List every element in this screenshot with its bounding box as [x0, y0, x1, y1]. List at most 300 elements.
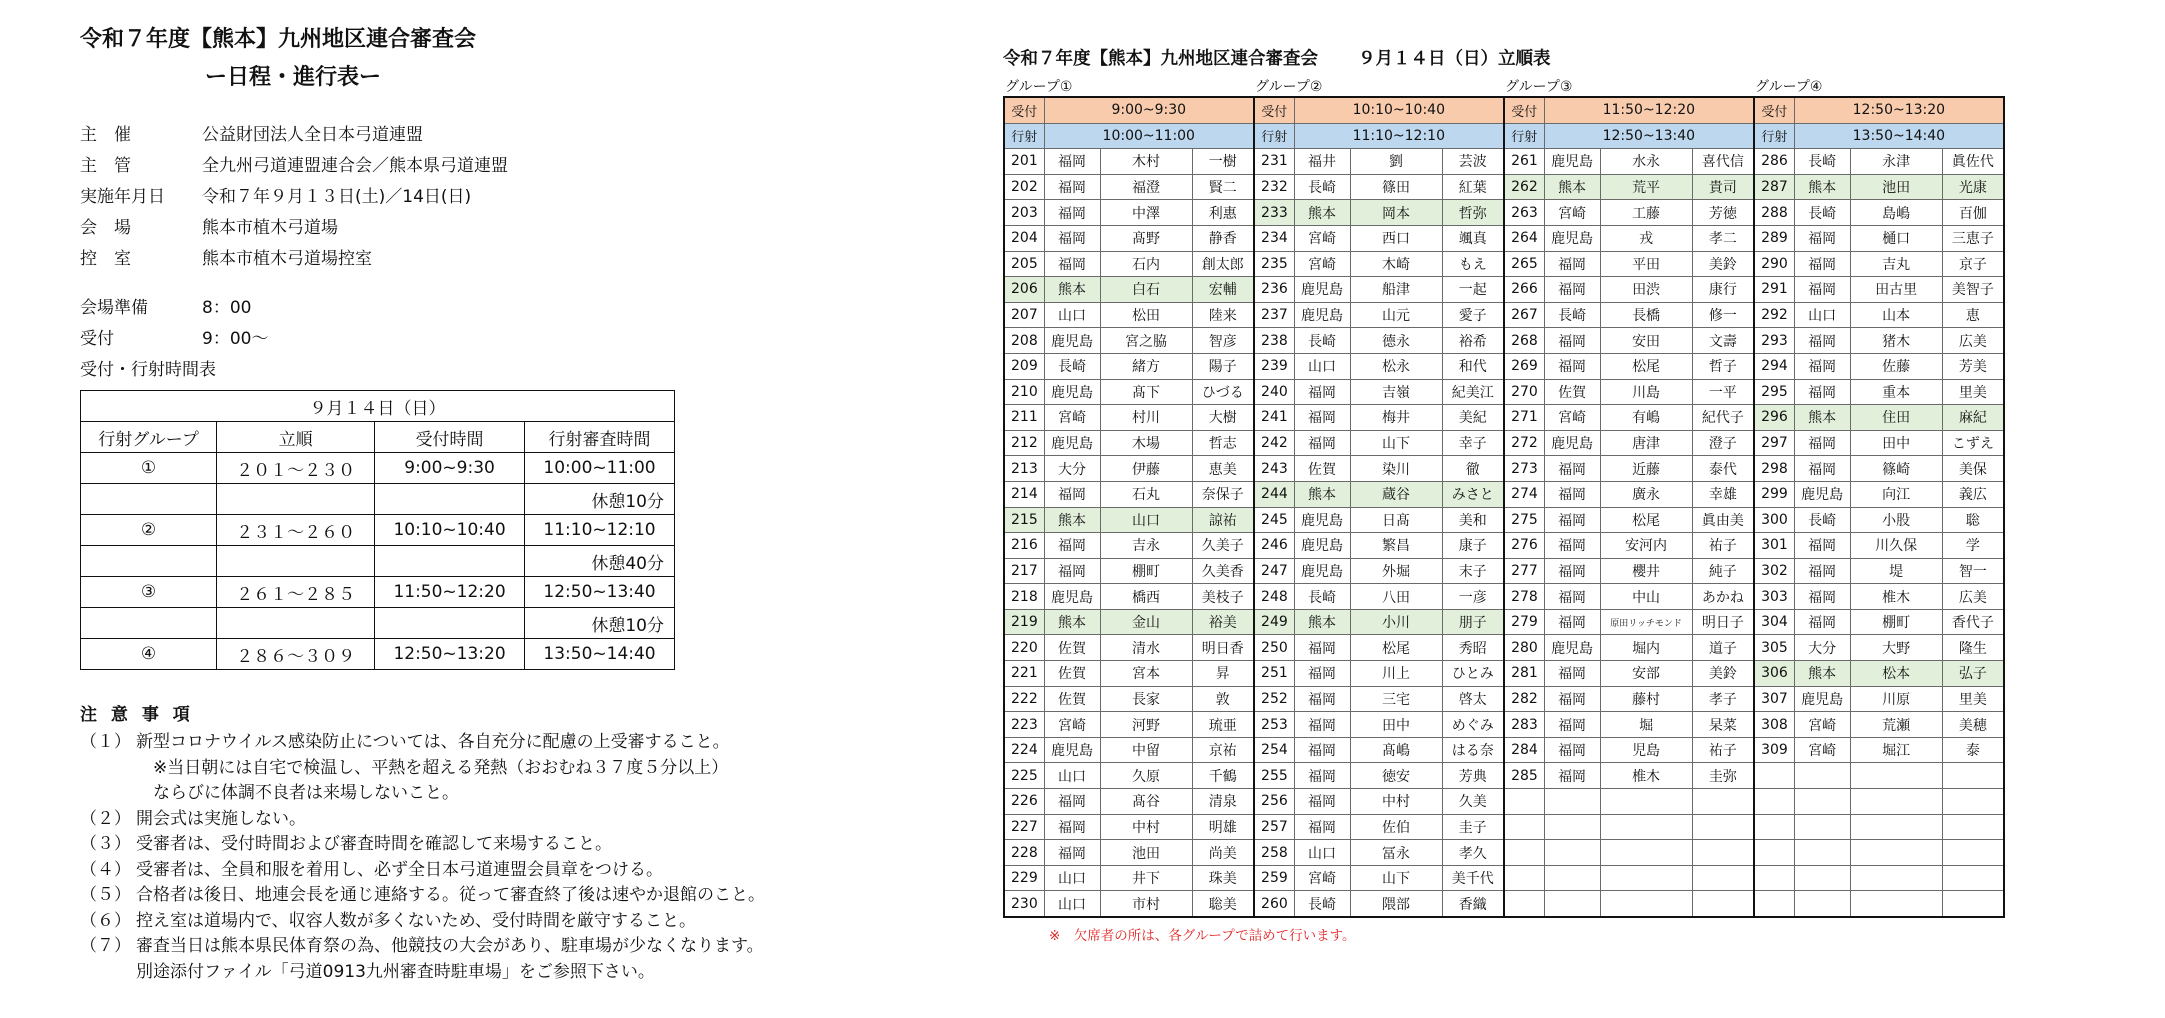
timing-cell: 10:10~10:40	[375, 515, 525, 546]
entry-given-name: 久美香	[1192, 558, 1254, 584]
entry-prefecture: 福岡	[1044, 225, 1100, 251]
entry-prefecture: 熊本	[1044, 507, 1100, 533]
entry-given-name: 貴司	[1692, 174, 1754, 200]
entry-given-name: 紀代子	[1692, 405, 1754, 431]
entry-given-name	[1692, 814, 1754, 840]
entry-given-name: 賢二	[1192, 174, 1254, 200]
roster-title	[1003, 44, 2103, 70]
entry-given-name: 喜代信	[1692, 149, 1754, 175]
entry-given-name	[1942, 840, 2004, 866]
note-text: 受審者は、受付時間および審査時間を確認して来場すること。	[136, 834, 612, 854]
entry-number: 286	[1754, 149, 1794, 175]
note-item	[80, 960, 980, 986]
entry-surname: 三宅	[1350, 686, 1442, 712]
entry-prefecture: 福岡	[1044, 481, 1100, 507]
entry-prefecture: 福岡	[1294, 814, 1350, 840]
document-subtitle: ー日程・進行表ー	[205, 65, 382, 90]
note-item	[80, 832, 980, 858]
entry-given-name: あかね	[1692, 584, 1754, 610]
entry-number: 218	[1004, 584, 1044, 610]
roster-row	[1004, 814, 2004, 840]
entry-prefecture	[1544, 891, 1600, 917]
entry-prefecture: 福岡	[1544, 507, 1600, 533]
entry-given-name: 香織	[1442, 891, 1504, 917]
entry-surname: 西口	[1350, 225, 1442, 251]
timing-cell	[81, 608, 217, 639]
entry-given-name: 秀昭	[1442, 635, 1504, 661]
entry-surname: 髙谷	[1100, 789, 1192, 815]
roster-row	[1004, 405, 2004, 431]
entry-surname: 堀江	[1850, 737, 1942, 763]
note-text: 新型コロナウイルス感染防止については、各自充分に配慮の上受審すること。	[136, 732, 730, 752]
roster-row	[1004, 533, 2004, 559]
roster-row	[1004, 840, 2004, 866]
entry-prefecture: 福岡	[1794, 328, 1850, 354]
entry-given-name: 修一	[1692, 302, 1754, 328]
entry-number: 287	[1754, 174, 1794, 200]
entry-number: 257	[1254, 814, 1294, 840]
entry-prefecture: 宮崎	[1544, 405, 1600, 431]
entry-given-name: 美和	[1442, 507, 1504, 533]
roster-row	[1004, 328, 2004, 354]
entry-prefecture	[1794, 891, 1850, 917]
entry-surname: 徳安	[1350, 763, 1442, 789]
timing-cell: 休憩40分	[525, 546, 675, 577]
entry-prefecture: 山口	[1044, 891, 1100, 917]
entry-prefecture	[1794, 763, 1850, 789]
entry-surname: 長家	[1100, 686, 1192, 712]
entry-surname: 金山	[1100, 609, 1192, 635]
entry-given-name: もえ	[1442, 251, 1504, 277]
entry-surname	[1850, 840, 1942, 866]
entry-given-name: 明日子	[1692, 609, 1754, 635]
entry-prefecture: 福岡	[1294, 379, 1350, 405]
roster-row	[1004, 200, 2004, 226]
entry-given-name: 芸波	[1442, 149, 1504, 175]
timing-cell: 休憩10分	[525, 608, 675, 639]
entry-surname: 安河内	[1600, 533, 1692, 559]
entry-number: 263	[1504, 200, 1544, 226]
entry-given-name: 静香	[1192, 225, 1254, 251]
entry-prefecture: 福岡	[1794, 558, 1850, 584]
entry-number: 259	[1254, 865, 1294, 891]
entry-number: 290	[1754, 251, 1794, 277]
entry-number: 279	[1504, 609, 1544, 635]
entry-prefecture: 長崎	[1294, 891, 1350, 917]
entry-given-name: 三恵子	[1942, 225, 2004, 251]
entry-surname: 宮之脇	[1100, 328, 1192, 354]
document-title: 令和７年度【熊本】九州地区連合審査会	[80, 27, 477, 52]
entry-given-name	[1942, 789, 2004, 815]
entry-prefecture: 福岡	[1294, 712, 1350, 738]
entry-given-name: めぐみ	[1442, 712, 1504, 738]
timing-row	[81, 608, 675, 639]
roster-sheet	[1003, 44, 2103, 944]
entry-given-name: 義広	[1942, 481, 2004, 507]
entry-prefecture: 福岡	[1544, 584, 1600, 610]
entry-given-name: 一平	[1692, 379, 1754, 405]
entry-number	[1754, 814, 1794, 840]
entry-given-name: 奈保子	[1192, 481, 1254, 507]
entry-prefecture: 宮崎	[1044, 712, 1100, 738]
roster-row	[1004, 609, 2004, 635]
shooting-label: 行射	[1754, 123, 1794, 149]
entry-prefecture: 佐賀	[1044, 686, 1100, 712]
entry-number: 289	[1754, 225, 1794, 251]
registration-time-row	[1004, 97, 2004, 123]
entry-prefecture: 福岡	[1544, 609, 1600, 635]
entry-number: 299	[1754, 481, 1794, 507]
entry-prefecture: 福岡	[1794, 609, 1850, 635]
entry-given-name: 京祐	[1192, 737, 1254, 763]
entry-surname: 吉嶺	[1350, 379, 1442, 405]
entry-given-name: 康行	[1692, 277, 1754, 303]
timing-row	[81, 515, 675, 546]
entry-number: 267	[1504, 302, 1544, 328]
roster-row	[1004, 661, 2004, 687]
entry-number: 217	[1004, 558, 1044, 584]
event-info	[80, 120, 980, 275]
entry-given-name: 美鈴	[1692, 251, 1754, 277]
entry-given-name: 哲弥	[1442, 200, 1504, 226]
entry-prefecture: 福岡	[1544, 277, 1600, 303]
entry-given-name: 恵美	[1192, 456, 1254, 482]
entry-prefecture: 福岡	[1794, 379, 1850, 405]
roster-row	[1004, 379, 2004, 405]
entry-prefecture: 福岡	[1044, 789, 1100, 815]
entry-number: 204	[1004, 225, 1044, 251]
entry-given-name: 智彦	[1192, 328, 1254, 354]
entry-prefecture: 長崎	[1044, 353, 1100, 379]
entry-given-name: 尚美	[1192, 840, 1254, 866]
note-number: （１）	[80, 732, 131, 752]
entry-prefecture: 熊本	[1294, 609, 1350, 635]
entry-prefecture: 福岡	[1544, 456, 1600, 482]
entry-given-name: 久美子	[1192, 533, 1254, 559]
schedule-document	[80, 24, 980, 985]
entry-given-name: 徹	[1442, 456, 1504, 482]
timing-row	[81, 639, 675, 670]
entry-prefecture: 鹿児島	[1544, 225, 1600, 251]
entry-given-name: 美鈴	[1692, 661, 1754, 687]
entry-number: 291	[1754, 277, 1794, 303]
entry-prefecture: 福岡	[1794, 533, 1850, 559]
entry-prefecture: 佐賀	[1544, 379, 1600, 405]
entry-given-name: 弘子	[1942, 661, 2004, 687]
entry-surname: 中澤	[1100, 200, 1192, 226]
entry-prefecture: 福岡	[1044, 200, 1100, 226]
entry-number: 224	[1004, 737, 1044, 763]
entry-number: 294	[1754, 353, 1794, 379]
entry-number: 272	[1504, 430, 1544, 456]
entry-number: 203	[1004, 200, 1044, 226]
entry-number: 271	[1504, 405, 1544, 431]
note-item	[80, 807, 980, 833]
roster-row	[1004, 174, 2004, 200]
timing-cell: 12:50~13:20	[375, 639, 525, 670]
entry-number: 293	[1754, 328, 1794, 354]
entry-number: 302	[1754, 558, 1794, 584]
entry-number: 304	[1754, 609, 1794, 635]
entry-number: 254	[1254, 737, 1294, 763]
timing-header-cell: 行射グループ	[81, 422, 217, 453]
timing-header-cell: 行射審査時間	[525, 422, 675, 453]
group-label: グループ④	[1755, 79, 1823, 95]
timing-cell	[375, 484, 525, 515]
entry-prefecture: 宮崎	[1294, 251, 1350, 277]
entry-prefecture: 佐賀	[1294, 456, 1350, 482]
entry-number: 284	[1504, 737, 1544, 763]
entry-surname	[1600, 865, 1692, 891]
entry-given-name: 陽子	[1192, 353, 1254, 379]
shooting-time-row	[1004, 123, 2004, 149]
entry-surname: 宮本	[1100, 661, 1192, 687]
entry-prefecture: 熊本	[1294, 481, 1350, 507]
info-row	[80, 120, 980, 151]
note-text: 合格者は後日、地連会長を通じ連絡する。従って審査終了後は速やか退館のこと。	[136, 885, 765, 905]
entry-prefecture	[1544, 865, 1600, 891]
roster-row	[1004, 302, 2004, 328]
entry-number	[1754, 865, 1794, 891]
entry-surname: 中留	[1100, 737, 1192, 763]
group-label: グループ①	[1005, 79, 1073, 95]
entry-given-name: 芳徳	[1692, 200, 1754, 226]
entry-surname	[1850, 814, 1942, 840]
timing-cell: 12:50~13:40	[525, 577, 675, 608]
entry-number: 213	[1004, 456, 1044, 482]
entry-prefecture: 大分	[1794, 635, 1850, 661]
entry-surname: 石内	[1100, 251, 1192, 277]
entry-number: 275	[1504, 507, 1544, 533]
notes-section	[80, 700, 980, 985]
entry-number: 245	[1254, 507, 1294, 533]
entry-surname: 田中	[1350, 712, 1442, 738]
entry-number: 262	[1504, 174, 1544, 200]
entry-given-name: 祐子	[1692, 737, 1754, 763]
shooting-time: 12:50~13:40	[1544, 123, 1754, 149]
note-text: 別途添付ファイル「弓道0913九州審査時駐車場」をご参照下さい。	[136, 961, 655, 982]
entry-prefecture: 福岡	[1044, 149, 1100, 175]
entry-prefecture: 福岡	[1794, 584, 1850, 610]
entry-given-name: 杲菜	[1692, 712, 1754, 738]
entry-prefecture: 熊本	[1044, 277, 1100, 303]
entry-surname: 原田リッチモンド	[1600, 609, 1692, 635]
entry-surname: 川久保	[1850, 533, 1942, 559]
entry-surname: 髙下	[1100, 379, 1192, 405]
entry-prefecture: 鹿児島	[1294, 558, 1350, 584]
entry-given-name: 珠美	[1192, 865, 1254, 891]
entry-given-name: 泰	[1942, 737, 2004, 763]
prep-value: 8：00	[202, 298, 252, 318]
entry-surname: 田渋	[1600, 277, 1692, 303]
entry-surname: 松田	[1100, 302, 1192, 328]
entry-number: 215	[1004, 507, 1044, 533]
entry-surname: 山下	[1350, 865, 1442, 891]
entry-prefecture: 福岡	[1794, 430, 1850, 456]
entry-prefecture: 山口	[1794, 302, 1850, 328]
note-item	[80, 858, 980, 884]
entry-given-name: 康子	[1442, 533, 1504, 559]
shooting-time: 11:10~12:10	[1294, 123, 1504, 149]
entry-number: 234	[1254, 225, 1294, 251]
timing-cell: ２３１～２６０	[217, 515, 375, 546]
entry-prefecture: 佐賀	[1044, 661, 1100, 687]
entry-surname: 岡本	[1350, 200, 1442, 226]
entry-given-name: 愛子	[1442, 302, 1504, 328]
entry-given-name: 純子	[1692, 558, 1754, 584]
entry-number: 274	[1504, 481, 1544, 507]
timing-cell: ①	[81, 453, 217, 484]
entry-surname: 木場	[1100, 430, 1192, 456]
entry-prefecture: 福岡	[1294, 686, 1350, 712]
entry-number	[1754, 789, 1794, 815]
entry-surname	[1850, 891, 1942, 917]
entry-prefecture: 鹿児島	[1044, 430, 1100, 456]
prep-label: 受付	[80, 329, 114, 349]
timing-cell: 休憩10分	[525, 484, 675, 515]
entry-surname: 松尾	[1350, 635, 1442, 661]
timing-cell: ２８６～３０９	[217, 639, 375, 670]
entry-surname: 吉永	[1100, 533, 1192, 559]
entry-surname: 蔵谷	[1350, 481, 1442, 507]
shooting-label: 行射	[1004, 123, 1044, 149]
entry-surname	[1850, 865, 1942, 891]
entry-prefecture: 鹿児島	[1794, 686, 1850, 712]
roster-footnote: ※ 欠席者の所は、各グループで詰めて行います。	[1049, 928, 1356, 944]
entry-surname: 小川	[1350, 609, 1442, 635]
note-text: 審査当日は熊本県民体育祭の為、他競技の大会があり、駐車場が少なくなります。	[136, 936, 764, 956]
roster-row	[1004, 712, 2004, 738]
note-number: （４）	[80, 859, 131, 880]
entry-surname: 白石	[1100, 277, 1192, 303]
entry-surname: 安部	[1600, 661, 1692, 687]
entry-number: 241	[1254, 405, 1294, 431]
entry-given-name: 美枝子	[1192, 584, 1254, 610]
entry-given-name: 哲子	[1692, 353, 1754, 379]
entry-surname: 有嶋	[1600, 405, 1692, 431]
entry-surname	[1850, 763, 1942, 789]
entry-number: 208	[1004, 328, 1044, 354]
roster-table	[1003, 96, 2005, 918]
entry-surname: 佐伯	[1350, 814, 1442, 840]
entry-given-name: 久美	[1442, 789, 1504, 815]
entry-prefecture	[1794, 840, 1850, 866]
roster-row	[1004, 686, 2004, 712]
entry-number: 278	[1504, 584, 1544, 610]
entry-given-name: 麻紀	[1942, 405, 2004, 431]
entry-number: 288	[1754, 200, 1794, 226]
info-value: 熊本市植木弓道場	[202, 218, 338, 238]
entry-number: 295	[1754, 379, 1794, 405]
entry-given-name: みさと	[1442, 481, 1504, 507]
registration-label: 受付	[1754, 97, 1794, 123]
entry-prefecture: 宮崎	[1544, 200, 1600, 226]
entry-given-name: 裕美	[1192, 609, 1254, 635]
entry-number: 201	[1004, 149, 1044, 175]
roster-row	[1004, 865, 2004, 891]
entry-number: 268	[1504, 328, 1544, 354]
entry-surname: 堀	[1600, 712, 1692, 738]
entry-surname: 石丸	[1100, 481, 1192, 507]
prep-row	[80, 324, 980, 355]
entry-given-name: 智一	[1942, 558, 2004, 584]
entry-given-name: 一彦	[1442, 584, 1504, 610]
entry-number: 250	[1254, 635, 1294, 661]
entry-number	[1504, 840, 1544, 866]
entry-given-name	[1942, 814, 2004, 840]
entry-prefecture: 宮崎	[1044, 405, 1100, 431]
entry-given-name: 眞佐代	[1942, 149, 2004, 175]
entry-surname: 椎木	[1850, 584, 1942, 610]
entry-number: 264	[1504, 225, 1544, 251]
entry-given-name: ひづる	[1192, 379, 1254, 405]
entry-prefecture: 福井	[1294, 149, 1350, 175]
entry-prefecture: 熊本	[1794, 174, 1850, 200]
entry-given-name: 一起	[1442, 277, 1504, 303]
entry-surname: 伊藤	[1100, 456, 1192, 482]
entry-number: 248	[1254, 584, 1294, 610]
entry-prefecture: 福岡	[1794, 251, 1850, 277]
entry-surname: 川上	[1350, 661, 1442, 687]
entry-surname: 樋口	[1850, 225, 1942, 251]
registration-time: 11:50~12:20	[1544, 97, 1754, 123]
entry-number: 303	[1754, 584, 1794, 610]
entry-number: 247	[1254, 558, 1294, 584]
entry-given-name: 諒祐	[1192, 507, 1254, 533]
entry-given-name: 明雄	[1192, 814, 1254, 840]
entry-surname: 德永	[1350, 328, 1442, 354]
entry-prefecture: 福岡	[1294, 430, 1350, 456]
note-text: 控え室は道場内で、収容人数が多くないため、受付時間を厳守すること。	[136, 910, 696, 931]
entry-prefecture: 福岡	[1794, 225, 1850, 251]
entry-number	[1504, 865, 1544, 891]
entry-number	[1754, 891, 1794, 917]
note-number: （６）	[80, 910, 131, 931]
entry-number: 210	[1004, 379, 1044, 405]
timing-cell	[217, 546, 375, 577]
entry-given-name: 美紀	[1442, 405, 1504, 431]
note-item	[80, 730, 980, 756]
entry-surname: 猪木	[1850, 328, 1942, 354]
entry-surname: 唐津	[1600, 430, 1692, 456]
entry-surname: 山元	[1350, 302, 1442, 328]
entry-surname: 松本	[1850, 661, 1942, 687]
entry-number: 220	[1004, 635, 1044, 661]
entry-number: 265	[1504, 251, 1544, 277]
entry-number: 270	[1504, 379, 1544, 405]
entry-number: 307	[1754, 686, 1794, 712]
entry-number: 309	[1754, 737, 1794, 763]
info-label: 控 室	[80, 249, 131, 269]
entry-given-name: 眞由美	[1692, 507, 1754, 533]
entry-surname: 平田	[1600, 251, 1692, 277]
entry-number: 212	[1004, 430, 1044, 456]
entry-given-name: はる奈	[1442, 737, 1504, 763]
entry-number: 285	[1504, 763, 1544, 789]
registration-label: 受付	[1004, 97, 1044, 123]
entry-given-name: 圭弥	[1692, 763, 1754, 789]
entry-number: 244	[1254, 481, 1294, 507]
entry-given-name: 広美	[1942, 328, 2004, 354]
timing-cell: ④	[81, 639, 217, 670]
entry-given-name: 泰代	[1692, 456, 1754, 482]
timing-row	[81, 484, 675, 515]
note-item	[80, 934, 980, 960]
entry-number: 301	[1754, 533, 1794, 559]
timing-cell	[375, 608, 525, 639]
timing-cell	[375, 546, 525, 577]
info-label: 主 催	[80, 125, 131, 145]
